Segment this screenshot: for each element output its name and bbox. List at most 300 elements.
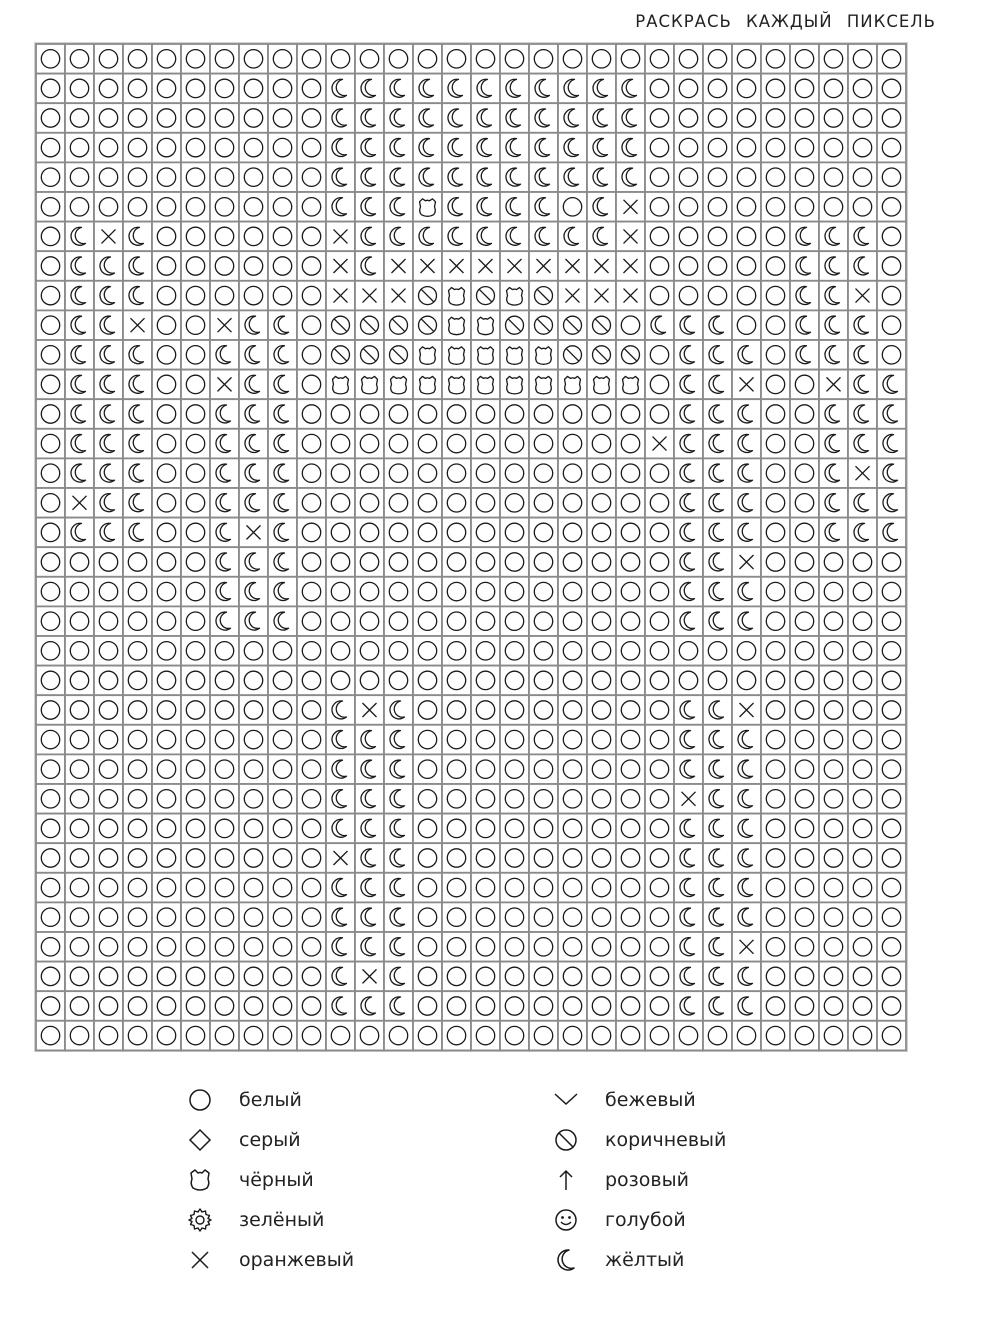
grid-cell[interactable]	[384, 488, 413, 518]
grid-cell[interactable]	[529, 991, 558, 1021]
grid-cell[interactable]	[877, 577, 906, 607]
grid-cell[interactable]	[355, 843, 384, 873]
grid-cell[interactable]	[442, 754, 471, 784]
grid-cell[interactable]	[181, 251, 210, 281]
grid-cell[interactable]	[152, 74, 181, 104]
grid-cell[interactable]	[848, 74, 877, 104]
grid-cell[interactable]	[413, 932, 442, 962]
grid-cell[interactable]	[500, 547, 529, 577]
grid-cell[interactable]	[674, 162, 703, 192]
grid-cell[interactable]	[239, 873, 268, 903]
grid-cell[interactable]	[877, 518, 906, 548]
grid-cell[interactable]	[210, 488, 239, 518]
grid-cell[interactable]	[65, 458, 94, 488]
grid-cell[interactable]	[616, 340, 645, 370]
grid-cell[interactable]	[761, 695, 790, 725]
grid-cell[interactable]	[297, 725, 326, 755]
grid-cell[interactable]	[123, 488, 152, 518]
grid-cell[interactable]	[848, 577, 877, 607]
grid-cell[interactable]	[471, 488, 500, 518]
grid-cell[interactable]	[500, 74, 529, 104]
grid-cell[interactable]	[761, 606, 790, 636]
grid-cell[interactable]	[181, 74, 210, 104]
grid-cell[interactable]	[587, 192, 616, 222]
grid-cell[interactable]	[645, 281, 674, 311]
grid-cell[interactable]	[500, 458, 529, 488]
grid-cell[interactable]	[413, 488, 442, 518]
grid-cell[interactable]	[529, 547, 558, 577]
grid-cell[interactable]	[36, 162, 65, 192]
grid-cell[interactable]	[645, 695, 674, 725]
grid-cell[interactable]	[152, 991, 181, 1021]
grid-cell[interactable]	[210, 162, 239, 192]
grid-cell[interactable]	[413, 725, 442, 755]
grid-cell[interactable]	[587, 458, 616, 488]
grid-cell[interactable]	[239, 399, 268, 429]
grid-cell[interactable]	[268, 251, 297, 281]
grid-cell[interactable]	[848, 636, 877, 666]
grid-cell[interactable]	[442, 636, 471, 666]
grid-cell[interactable]	[355, 784, 384, 814]
grid-cell[interactable]	[790, 814, 819, 844]
grid-cell[interactable]	[703, 74, 732, 104]
grid-cell[interactable]	[181, 103, 210, 133]
grid-cell[interactable]	[326, 814, 355, 844]
grid-cell[interactable]	[355, 666, 384, 696]
grid-cell[interactable]	[123, 636, 152, 666]
grid-cell[interactable]	[703, 310, 732, 340]
grid-cell[interactable]	[297, 666, 326, 696]
grid-cell[interactable]	[703, 725, 732, 755]
grid-cell[interactable]	[326, 44, 355, 74]
grid-cell[interactable]	[732, 310, 761, 340]
grid-cell[interactable]	[326, 74, 355, 104]
grid-cell[interactable]	[877, 1021, 906, 1051]
grid-cell[interactable]	[732, 133, 761, 163]
grid-cell[interactable]	[413, 251, 442, 281]
grid-cell[interactable]	[848, 399, 877, 429]
grid-cell[interactable]	[587, 281, 616, 311]
grid-cell[interactable]	[790, 1021, 819, 1051]
grid-cell[interactable]	[674, 577, 703, 607]
grid-cell[interactable]	[355, 44, 384, 74]
grid-cell[interactable]	[819, 695, 848, 725]
grid-cell[interactable]	[645, 577, 674, 607]
grid-cell[interactable]	[152, 458, 181, 488]
grid-cell[interactable]	[355, 310, 384, 340]
grid-cell[interactable]	[268, 458, 297, 488]
grid-cell[interactable]	[181, 488, 210, 518]
grid-cell[interactable]	[297, 518, 326, 548]
grid-cell[interactable]	[384, 399, 413, 429]
grid-cell[interactable]	[616, 74, 645, 104]
grid-cell[interactable]	[558, 458, 587, 488]
grid-cell[interactable]	[732, 1021, 761, 1051]
grid-cell[interactable]	[65, 222, 94, 252]
grid-cell[interactable]	[761, 784, 790, 814]
grid-cell[interactable]	[703, 636, 732, 666]
grid-cell[interactable]	[355, 429, 384, 459]
grid-cell[interactable]	[877, 74, 906, 104]
grid-cell[interactable]	[848, 843, 877, 873]
grid-cell[interactable]	[674, 222, 703, 252]
grid-cell[interactable]	[36, 488, 65, 518]
grid-cell[interactable]	[384, 666, 413, 696]
grid-cell[interactable]	[210, 1021, 239, 1051]
grid-cell[interactable]	[355, 932, 384, 962]
grid-cell[interactable]	[326, 310, 355, 340]
grid-cell[interactable]	[500, 814, 529, 844]
grid-cell[interactable]	[152, 577, 181, 607]
grid-cell[interactable]	[123, 666, 152, 696]
grid-cell[interactable]	[413, 340, 442, 370]
grid-cell[interactable]	[94, 251, 123, 281]
grid-cell[interactable]	[703, 547, 732, 577]
grid-cell[interactable]	[326, 429, 355, 459]
grid-cell[interactable]	[529, 873, 558, 903]
grid-cell[interactable]	[94, 133, 123, 163]
grid-cell[interactable]	[529, 162, 558, 192]
grid-cell[interactable]	[239, 162, 268, 192]
grid-cell[interactable]	[703, 399, 732, 429]
grid-cell[interactable]	[790, 103, 819, 133]
grid-cell[interactable]	[355, 695, 384, 725]
grid-cell[interactable]	[268, 991, 297, 1021]
grid-cell[interactable]	[297, 784, 326, 814]
grid-cell[interactable]	[761, 222, 790, 252]
grid-cell[interactable]	[703, 222, 732, 252]
grid-cell[interactable]	[471, 103, 500, 133]
grid-cell[interactable]	[355, 74, 384, 104]
grid-cell[interactable]	[500, 281, 529, 311]
grid-cell[interactable]	[65, 932, 94, 962]
grid-cell[interactable]	[558, 251, 587, 281]
grid-cell[interactable]	[529, 399, 558, 429]
grid-cell[interactable]	[703, 162, 732, 192]
grid-cell[interactable]	[297, 133, 326, 163]
grid-cell[interactable]	[239, 222, 268, 252]
grid-cell[interactable]	[877, 666, 906, 696]
grid-cell[interactable]	[442, 133, 471, 163]
grid-cell[interactable]	[326, 370, 355, 400]
grid-cell[interactable]	[384, 281, 413, 311]
grid-cell[interactable]	[326, 1021, 355, 1051]
grid-cell[interactable]	[761, 636, 790, 666]
grid-cell[interactable]	[761, 932, 790, 962]
grid-cell[interactable]	[413, 873, 442, 903]
grid-cell[interactable]	[819, 340, 848, 370]
grid-cell[interactable]	[877, 44, 906, 74]
grid-cell[interactable]	[732, 488, 761, 518]
grid-cell[interactable]	[210, 577, 239, 607]
grid-cell[interactable]	[268, 843, 297, 873]
grid-cell[interactable]	[65, 192, 94, 222]
grid-cell[interactable]	[181, 518, 210, 548]
grid-cell[interactable]	[848, 488, 877, 518]
grid-cell[interactable]	[355, 991, 384, 1021]
grid-cell[interactable]	[239, 133, 268, 163]
grid-cell[interactable]	[558, 340, 587, 370]
grid-cell[interactable]	[413, 962, 442, 992]
grid-cell[interactable]	[761, 547, 790, 577]
grid-cell[interactable]	[181, 429, 210, 459]
grid-cell[interactable]	[384, 636, 413, 666]
grid-cell[interactable]	[239, 518, 268, 548]
grid-cell[interactable]	[645, 784, 674, 814]
grid-cell[interactable]	[442, 518, 471, 548]
grid-cell[interactable]	[616, 902, 645, 932]
grid-cell[interactable]	[442, 429, 471, 459]
grid-cell[interactable]	[790, 577, 819, 607]
grid-cell[interactable]	[123, 932, 152, 962]
grid-cell[interactable]	[732, 103, 761, 133]
grid-cell[interactable]	[819, 784, 848, 814]
grid-cell[interactable]	[471, 370, 500, 400]
grid-cell[interactable]	[152, 340, 181, 370]
grid-cell[interactable]	[326, 606, 355, 636]
grid-cell[interactable]	[355, 488, 384, 518]
grid-cell[interactable]	[36, 518, 65, 548]
grid-cell[interactable]	[326, 162, 355, 192]
grid-cell[interactable]	[674, 133, 703, 163]
grid-cell[interactable]	[616, 814, 645, 844]
grid-cell[interactable]	[471, 1021, 500, 1051]
grid-cell[interactable]	[558, 74, 587, 104]
grid-cell[interactable]	[877, 873, 906, 903]
grid-cell[interactable]	[558, 902, 587, 932]
grid-cell[interactable]	[36, 636, 65, 666]
grid-cell[interactable]	[65, 1021, 94, 1051]
grid-cell[interactable]	[65, 873, 94, 903]
grid-cell[interactable]	[587, 74, 616, 104]
grid-cell[interactable]	[471, 814, 500, 844]
grid-cell[interactable]	[645, 399, 674, 429]
grid-cell[interactable]	[616, 281, 645, 311]
grid-cell[interactable]	[471, 666, 500, 696]
grid-cell[interactable]	[819, 399, 848, 429]
grid-cell[interactable]	[558, 754, 587, 784]
grid-cell[interactable]	[36, 577, 65, 607]
grid-cell[interactable]	[500, 725, 529, 755]
grid-cell[interactable]	[297, 310, 326, 340]
grid-cell[interactable]	[703, 695, 732, 725]
grid-cell[interactable]	[384, 695, 413, 725]
grid-cell[interactable]	[297, 577, 326, 607]
grid-cell[interactable]	[732, 162, 761, 192]
grid-cell[interactable]	[297, 399, 326, 429]
grid-cell[interactable]	[848, 666, 877, 696]
grid-cell[interactable]	[326, 340, 355, 370]
grid-cell[interactable]	[500, 695, 529, 725]
grid-cell[interactable]	[268, 192, 297, 222]
grid-cell[interactable]	[877, 725, 906, 755]
grid-cell[interactable]	[790, 222, 819, 252]
grid-cell[interactable]	[326, 784, 355, 814]
grid-cell[interactable]	[36, 399, 65, 429]
grid-cell[interactable]	[848, 103, 877, 133]
grid-cell[interactable]	[848, 725, 877, 755]
grid-cell[interactable]	[848, 251, 877, 281]
grid-cell[interactable]	[558, 222, 587, 252]
grid-cell[interactable]	[239, 932, 268, 962]
grid-cell[interactable]	[94, 873, 123, 903]
grid-cell[interactable]	[819, 577, 848, 607]
grid-cell[interactable]	[210, 310, 239, 340]
grid-cell[interactable]	[790, 370, 819, 400]
grid-cell[interactable]	[674, 44, 703, 74]
grid-cell[interactable]	[326, 547, 355, 577]
grid-cell[interactable]	[558, 370, 587, 400]
grid-cell[interactable]	[384, 902, 413, 932]
grid-cell[interactable]	[819, 725, 848, 755]
grid-cell[interactable]	[297, 636, 326, 666]
grid-cell[interactable]	[326, 251, 355, 281]
grid-cell[interactable]	[210, 399, 239, 429]
grid-cell[interactable]	[326, 991, 355, 1021]
grid-cell[interactable]	[355, 814, 384, 844]
grid-cell[interactable]	[587, 399, 616, 429]
grid-cell[interactable]	[297, 488, 326, 518]
grid-cell[interactable]	[326, 399, 355, 429]
grid-cell[interactable]	[819, 458, 848, 488]
grid-cell[interactable]	[413, 44, 442, 74]
grid-cell[interactable]	[239, 310, 268, 340]
grid-cell[interactable]	[413, 399, 442, 429]
grid-cell[interactable]	[210, 251, 239, 281]
grid-cell[interactable]	[297, 902, 326, 932]
grid-cell[interactable]	[645, 547, 674, 577]
grid-cell[interactable]	[355, 103, 384, 133]
grid-cell[interactable]	[790, 725, 819, 755]
grid-cell[interactable]	[732, 251, 761, 281]
grid-cell[interactable]	[94, 962, 123, 992]
grid-cell[interactable]	[645, 932, 674, 962]
grid-cell[interactable]	[65, 74, 94, 104]
grid-cell[interactable]	[210, 932, 239, 962]
grid-cell[interactable]	[65, 281, 94, 311]
grid-cell[interactable]	[384, 784, 413, 814]
grid-cell[interactable]	[94, 1021, 123, 1051]
grid-cell[interactable]	[36, 902, 65, 932]
grid-cell[interactable]	[558, 429, 587, 459]
grid-cell[interactable]	[442, 222, 471, 252]
grid-cell[interactable]	[819, 222, 848, 252]
grid-cell[interactable]	[355, 1021, 384, 1051]
grid-cell[interactable]	[703, 843, 732, 873]
grid-cell[interactable]	[442, 577, 471, 607]
grid-cell[interactable]	[616, 133, 645, 163]
grid-cell[interactable]	[413, 1021, 442, 1051]
grid-cell[interactable]	[268, 399, 297, 429]
grid-cell[interactable]	[123, 222, 152, 252]
grid-cell[interactable]	[761, 44, 790, 74]
grid-cell[interactable]	[442, 281, 471, 311]
grid-cell[interactable]	[761, 399, 790, 429]
grid-cell[interactable]	[645, 518, 674, 548]
grid-cell[interactable]	[529, 133, 558, 163]
grid-cell[interactable]	[297, 962, 326, 992]
grid-cell[interactable]	[848, 429, 877, 459]
grid-cell[interactable]	[529, 1021, 558, 1051]
grid-cell[interactable]	[384, 222, 413, 252]
grid-cell[interactable]	[36, 666, 65, 696]
grid-cell[interactable]	[790, 754, 819, 784]
grid-cell[interactable]	[268, 725, 297, 755]
grid-cell[interactable]	[326, 577, 355, 607]
grid-cell[interactable]	[587, 636, 616, 666]
grid-cell[interactable]	[587, 547, 616, 577]
grid-cell[interactable]	[413, 429, 442, 459]
grid-cell[interactable]	[558, 518, 587, 548]
grid-cell[interactable]	[268, 784, 297, 814]
grid-cell[interactable]	[181, 162, 210, 192]
grid-cell[interactable]	[761, 666, 790, 696]
grid-cell[interactable]	[326, 666, 355, 696]
grid-cell[interactable]	[848, 458, 877, 488]
grid-cell[interactable]	[877, 932, 906, 962]
grid-cell[interactable]	[471, 695, 500, 725]
grid-cell[interactable]	[297, 843, 326, 873]
grid-cell[interactable]	[703, 666, 732, 696]
grid-cell[interactable]	[152, 44, 181, 74]
grid-cell[interactable]	[36, 370, 65, 400]
grid-cell[interactable]	[384, 340, 413, 370]
grid-cell[interactable]	[123, 725, 152, 755]
grid-cell[interactable]	[181, 666, 210, 696]
grid-cell[interactable]	[616, 991, 645, 1021]
grid-cell[interactable]	[297, 251, 326, 281]
grid-cell[interactable]	[877, 310, 906, 340]
grid-cell[interactable]	[210, 370, 239, 400]
grid-cell[interactable]	[674, 636, 703, 666]
grid-cell[interactable]	[442, 1021, 471, 1051]
grid-cell[interactable]	[645, 192, 674, 222]
grid-cell[interactable]	[732, 962, 761, 992]
grid-cell[interactable]	[442, 932, 471, 962]
grid-cell[interactable]	[268, 873, 297, 903]
grid-cell[interactable]	[529, 577, 558, 607]
grid-cell[interactable]	[500, 784, 529, 814]
grid-cell[interactable]	[384, 814, 413, 844]
grid-cell[interactable]	[297, 606, 326, 636]
grid-cell[interactable]	[674, 873, 703, 903]
grid-cell[interactable]	[529, 784, 558, 814]
grid-cell[interactable]	[268, 429, 297, 459]
grid-cell[interactable]	[732, 754, 761, 784]
grid-cell[interactable]	[471, 458, 500, 488]
grid-cell[interactable]	[413, 843, 442, 873]
grid-cell[interactable]	[210, 962, 239, 992]
grid-cell[interactable]	[674, 192, 703, 222]
grid-cell[interactable]	[529, 814, 558, 844]
grid-cell[interactable]	[239, 962, 268, 992]
grid-cell[interactable]	[819, 932, 848, 962]
grid-cell[interactable]	[732, 44, 761, 74]
grid-cell[interactable]	[848, 192, 877, 222]
grid-cell[interactable]	[848, 814, 877, 844]
grid-cell[interactable]	[703, 873, 732, 903]
grid-cell[interactable]	[413, 518, 442, 548]
grid-cell[interactable]	[732, 725, 761, 755]
grid-cell[interactable]	[326, 222, 355, 252]
grid-cell[interactable]	[616, 44, 645, 74]
grid-cell[interactable]	[877, 222, 906, 252]
grid-cell[interactable]	[616, 873, 645, 903]
grid-cell[interactable]	[65, 725, 94, 755]
grid-cell[interactable]	[674, 310, 703, 340]
grid-cell[interactable]	[65, 754, 94, 784]
grid-cell[interactable]	[471, 281, 500, 311]
